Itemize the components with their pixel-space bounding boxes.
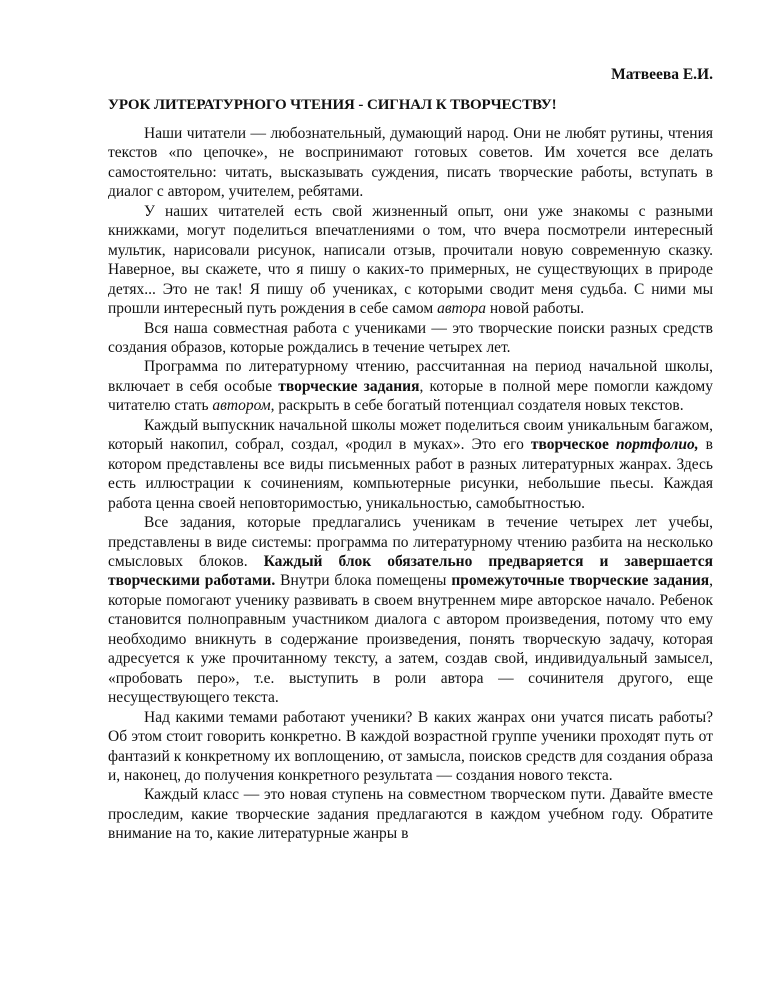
paragraph-text xyxy=(609,436,616,453)
paragraph-text: , которые помогают ученику развивать в своем внутреннем мире авторское начало. Ребенок становится полноправным участником диалога с автором произведения, потому что ему необходимо вникнуть в содержание произведения, понять творческую задачу, которая адресуется к уже прочитанному тексту, а затем, создав свой, индивидуальный замысел, «пробовать перо», т.е. выступить в роли автора — сочинителя другого, еще несуществующего текста. xyxy=(108,572,714,707)
paragraph-text: новой работы. xyxy=(486,300,585,318)
paragraph-text: в котором представлены все виды письменных работ в разных литературных жанрах. Здесь есть иллюстрации к сочинениям, компьютерные рисунки, небольшие пьесы. Каждая работа ценна своей неповторимостью, уникальностью, самобытностью. xyxy=(108,436,713,512)
paragraph-text: Наши читатели — любознательный, думающий народ. Они не любят рутины, чтения текстов «по цепочке», не воспринимают готовых советов. Им хочется все делать самостоятельно: читать, высказывать суждения, писать творческие работы, вступать в диалог с автором, учителем, ребятами. xyxy=(108,125,713,201)
paragraph-text: , которые в полной мере помогли каждому читателю стать xyxy=(108,377,713,415)
paragraph-text-bold: творческие задания xyxy=(278,377,420,395)
document-body xyxy=(108,124,713,844)
paragraph-text-italic: автором, xyxy=(212,397,275,415)
paragraph-text: раскрыть в себе богатый потенциал создателя новых текстов. xyxy=(274,397,684,415)
paragraph xyxy=(108,202,713,319)
paragraph xyxy=(108,319,713,358)
paragraph-text-bolditalic: портфолио, xyxy=(615,436,699,454)
document-title: УРОК ЛИТЕРАТУРНОГО ЧТЕНИЯ - СИГНАЛ К ТВОРЧЕСТВУ! xyxy=(108,97,557,113)
paragraph-text-bold: Каждый блок обязательно предваряется и завершается творческими работами. xyxy=(108,552,713,590)
paragraph-text-bold: творческое xyxy=(530,436,609,454)
author-name: Матвеева Е.И. xyxy=(611,66,713,83)
paragraph-text: Внутри блока помещены xyxy=(275,572,452,590)
paragraph xyxy=(108,513,713,708)
paragraph xyxy=(108,357,713,415)
paragraph-text: Вся наша совместная работа с учениками — это творческие поиски разных средств создания образов, которые рождались в течение четырех лет. xyxy=(108,319,713,356)
paragraph-text-italic: автора xyxy=(437,300,486,318)
paragraph-text: Программа по литературному чтению, рассчитанная на период начальной школы, включает в себя особые xyxy=(108,358,713,395)
paragraph-text: У наших читателей есть свой жизненный опыт, они уже знакомы с разными книжками, могут поделиться впечатлениями о том, что вчера посмотрели интересный мультик, нарисовали рисунок, написали отзыв, прочитали новую современную сказку. Наверное, вы скажете, что я пишу о каких-то примерных, не существующих в природе детях... Это не так! Я пишу об учениках, с которыми сводит меня судьба. С ними мы прошли интересный путь рождения в себе самом xyxy=(108,202,713,318)
paragraph-text: Каждый выпускник начальной школы может поделиться своим уникальным багажом, который накопил, собрал, создал, «родил в муках». Это его xyxy=(108,416,713,454)
paragraph-text: Над какими темами работают ученики? В каких жанрах они учатся писать работы? Об этом стоит говорить конкретно. В каждой возрастной группе ученики проходят путь от фантазий к конкретному их воплощению, от замысла, поисков средств для создания образа и, наконец, до получения конкретного результата — создания нового текста. xyxy=(108,708,713,784)
paragraph-text: Все задания, которые предлагались ученикам в течение четырех лет учебы, представлены в виде системы: программа по литературному чтению разбита на несколько смысловых блоков. xyxy=(108,514,713,570)
paragraph-text: Каждый класс — это новая ступень на совместном творческом пути. Давайте вместе проследим, какие творческие задания предлагаются в каждом учебном году. Обратите внимание на то, какие литературные жанры в xyxy=(108,786,713,843)
paragraph xyxy=(108,708,713,786)
paragraph xyxy=(108,416,713,513)
paragraph-text-bold: промежуточные творческие задания xyxy=(451,572,710,590)
paragraph xyxy=(108,785,713,843)
paragraph xyxy=(108,124,713,202)
